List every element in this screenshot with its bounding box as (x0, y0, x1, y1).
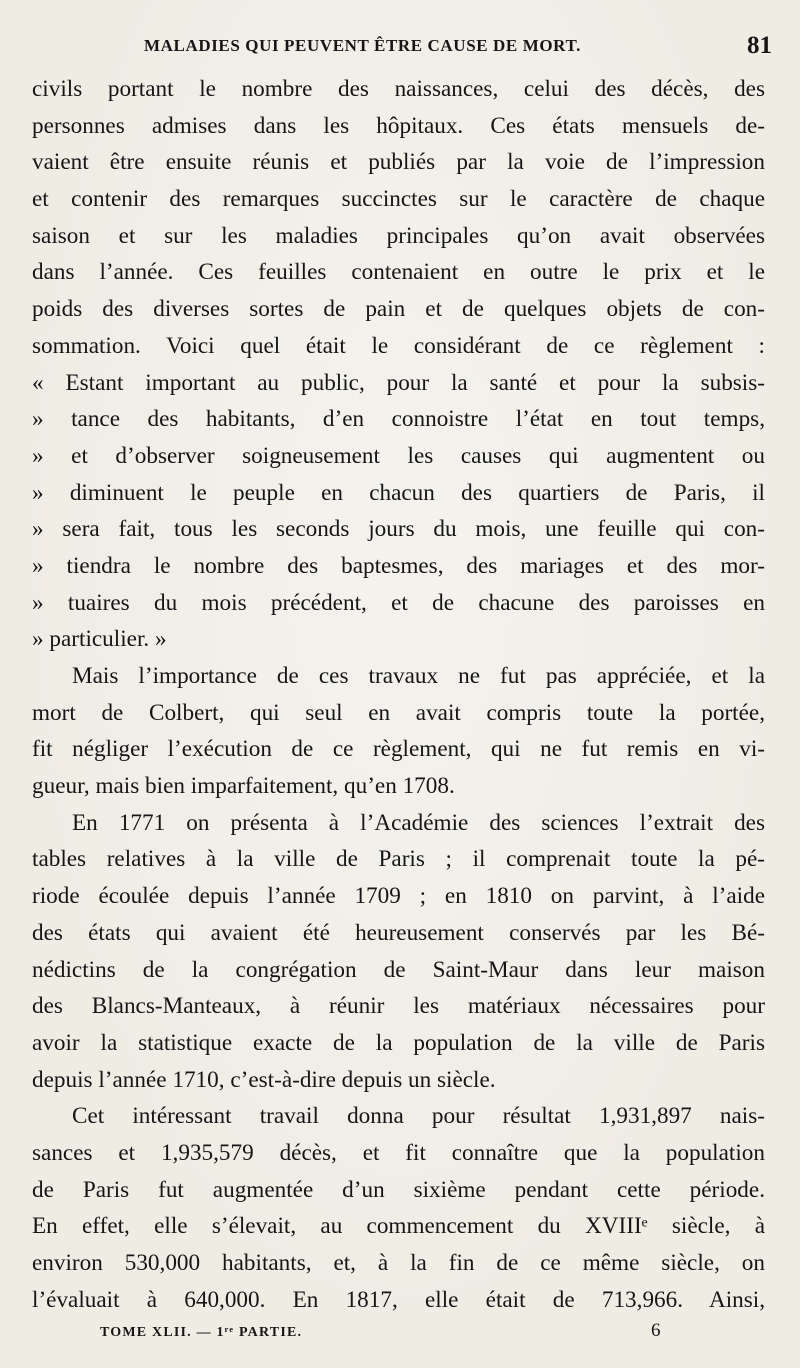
quote-line: » tiendra le nombre des baptesmes, des mariages et des mor- (32, 552, 765, 579)
quote-line: » tuaires du mois précédent, et de chacune des paroisses en (32, 589, 765, 616)
quote-line: » particulier. » (32, 626, 167, 653)
running-head: MALADIES QUI PEUVENT ÊTRE CAUSE DE MORT. (144, 36, 581, 55)
text-line: saison et sur les maladies principales qu’on avait observées (32, 222, 765, 249)
text-line: personnes admises dans les hôpitaux. Ces états mensuels de- (32, 112, 765, 139)
quote-line: » et d’observer soigneusement les causes qui augmentent ou (32, 442, 765, 469)
text-line: poids des diverses sortes de pain et de quelques objets de con- (32, 296, 765, 323)
text-line: civils portant le nombre des naissances, celui des décès, des (32, 76, 765, 102)
quote-line: » sera fait, tous les seconds jours du mois, une feuille qui con- (32, 516, 765, 543)
sheet-number: 6 (651, 1320, 661, 1341)
text-line: mort de Colbert, qui seul en avait compris toute la portée, (32, 699, 765, 726)
text-line: environ 530,000 habitants, et, à la fin de ce même siècle, on (32, 1250, 765, 1276)
text-line: En 1771 on présenta à l’Académie des sciences l’extrait des (72, 809, 765, 836)
text-line: gueur, mais bien imparfaitement, qu’en 1708. (32, 773, 455, 800)
text-line: sances et 1,935,579 décès, et fit connaître que la population (32, 1139, 765, 1166)
page-footer (100, 1320, 700, 1350)
text-line: dans l’année. Ces feuilles contenaient en outre le prix et le (32, 259, 765, 286)
text-line: des Blancs-Manteaux, à réunir les matériaux nécessaires pour (32, 993, 765, 1020)
page-header (38, 32, 772, 72)
text-line: riode écoulée depuis l’année 1709 ; en 1810 on parvint, à l’aide (32, 883, 765, 910)
text-line: avoir la statistique exacte de la population de la ville de Paris (32, 1029, 765, 1056)
text-line: Mais l’importance de ces travaux ne fut pas appréciée, et la (72, 663, 765, 689)
text-line: nédictins de la congrégation de Saint-Maur dans leur maison (32, 956, 765, 983)
quote-line: » diminuent le peuple en chacun des quartiers de Paris, il (32, 479, 765, 506)
text-line: sommation. Voici quel était le considérant de ce règlement : (32, 332, 765, 359)
page-number: 81 (747, 32, 772, 59)
quote-line: « Estant important au public, pour la santé et pour la subsis- (32, 369, 765, 396)
text-line: depuis l’année 1710, c’est-à-dire depuis un siècle. (32, 1066, 496, 1093)
text-line: tables relatives à la ville de Paris ; il comprenait toute la pé- (32, 846, 765, 873)
quote-line: » tance des habitants, d’en connoistre l’état en tout temps, (32, 406, 765, 433)
body-text (32, 71, 765, 1318)
volume-signature: TOME XLII. — 1ʳᵉ PARTIE. (100, 1325, 303, 1340)
text-line: l’évaluait à 640,000. En 1817, elle était de 713,966. Ainsi, (32, 1286, 765, 1313)
text-line: En effet, elle s’élevait, au commencement du XVIIIᵉ siècle, à (32, 1213, 765, 1240)
text-line: de Paris fut augmentée d’un sixième pendant cette période. (32, 1176, 765, 1203)
text-line: fit négliger l’exécution de ce règlement, qui ne fut remis en vi- (32, 736, 765, 763)
text-line: vaient être ensuite réunis et publiés par la voie de l’impression (32, 149, 765, 176)
text-line: des états qui avaient été heureusement conservés par les Bé- (32, 919, 765, 946)
text-line: et contenir des remarques succinctes sur le caractère de chaque (32, 186, 765, 213)
text-line: Cet intéressant travail donna pour résultat 1,931,897 nais- (72, 1103, 765, 1130)
